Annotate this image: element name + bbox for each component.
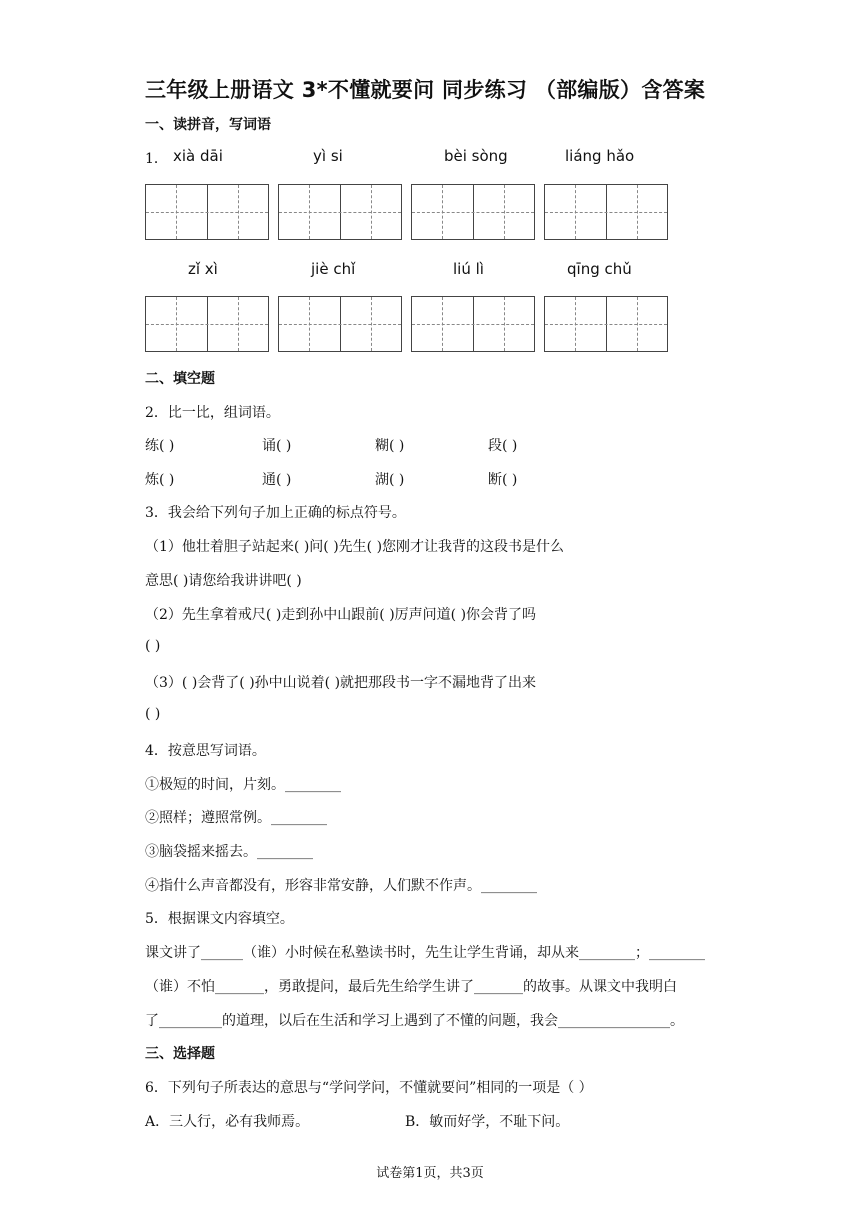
section2-heading: 二、填空题 [145,371,215,387]
q2-word-1: 练( ) [145,438,175,454]
q3-stem: 3．我会给下列句子加上正确的标点符号。 [145,505,406,521]
q6-stem: 6．下列句子所表达的意思与“学问学问，不懂就要问”相同的一项是（ ） [145,1080,593,1096]
writing-grid-1[interactable] [145,184,269,240]
q3-line-2: 意思( )请您给我讲讲吧( ) [145,573,302,589]
q5-stem: 5．根据课文内容填空。 [145,911,294,927]
q5-line-1: 课文讲了______（谁）小时候在私塾读书时，先生让学生背诵，却从来________；________ [145,945,705,961]
q2-word-3: 糊( ) [375,438,405,454]
q4-item-1: ①极短的时间，片刻。________ [145,777,341,793]
q4-item-3: ③脑袋摇来摇去。________ [145,844,313,860]
writing-grid-7[interactable] [411,296,535,352]
q6-option-b[interactable]: B．敏而好学，不耻下问。 [405,1114,570,1130]
q3-line-1: （1）他壮着胆子站起来( )问( )先生( )您刚才让我背的这段书是什么 [145,539,565,555]
writing-grid-2[interactable] [278,184,402,240]
q4-item-4: ④指什么声音都没有，形容非常安静，人们默不作声。________ [145,878,537,894]
q3-line-4: ( ) [145,638,161,654]
q5-line-2: （谁）不怕_______，勇敢提问，最后先生给学生讲了_______的故事。从课文中我明白 [145,979,677,995]
pinyin-6: jiè chǐ [311,260,356,278]
writing-grid-5[interactable] [145,296,269,352]
pinyin-8: qīng chǔ [567,260,632,278]
q2-word-7: 湖( ) [375,472,405,488]
pinyin-5: zǐ xì [188,260,218,278]
q2-word-8: 断( ) [488,472,518,488]
q2-stem: 2．比一比，组词语。 [145,405,280,421]
q2-word-4: 段( ) [488,438,518,454]
page-title: 三年级上册语文 3*不懂就要问 同步练习 （部编版）含答案 [145,78,706,102]
pinyin-1: xià dāi [173,147,223,165]
writing-grid-8[interactable] [544,296,668,352]
q3-line-5: （3）( )会背了( )孙中山说着( )就把那段书一字不漏地背了出来 [145,675,537,691]
q5-line-3: 了_________的道理，以后在生活和学习上遇到了不懂的问题，我会________________。 [145,1013,684,1029]
q2-word-2: 诵( ) [262,438,292,454]
pinyin-7: liú lì [453,260,484,278]
q2-word-5: 炼( ) [145,472,175,488]
pinyin-2: yì si [313,147,343,165]
writing-grid-3[interactable] [411,184,535,240]
q1-number: 1． [145,151,168,167]
pinyin-3: bèi sòng [444,147,508,165]
writing-grid-6[interactable] [278,296,402,352]
q4-stem: 4．按意思写词语。 [145,743,266,759]
page-footer: 试卷第1页，共3页 [376,1166,484,1181]
q4-item-2: ②照样；遵照常例。________ [145,810,327,826]
q2-word-6: 通( ) [262,472,292,488]
q3-line-3: （2）先生拿着戒尺( )走到孙中山跟前( )厉声问道( )你会背了吗 [145,607,537,623]
q6-option-a[interactable]: A．三人行，必有我师焉。 [145,1114,310,1130]
q3-line-6: ( ) [145,706,161,722]
section1-heading: 一、读拼音，写词语 [145,117,271,133]
writing-grid-4[interactable] [544,184,668,240]
pinyin-4: liáng hǎo [565,147,635,165]
section3-heading: 三、选择题 [145,1046,215,1062]
